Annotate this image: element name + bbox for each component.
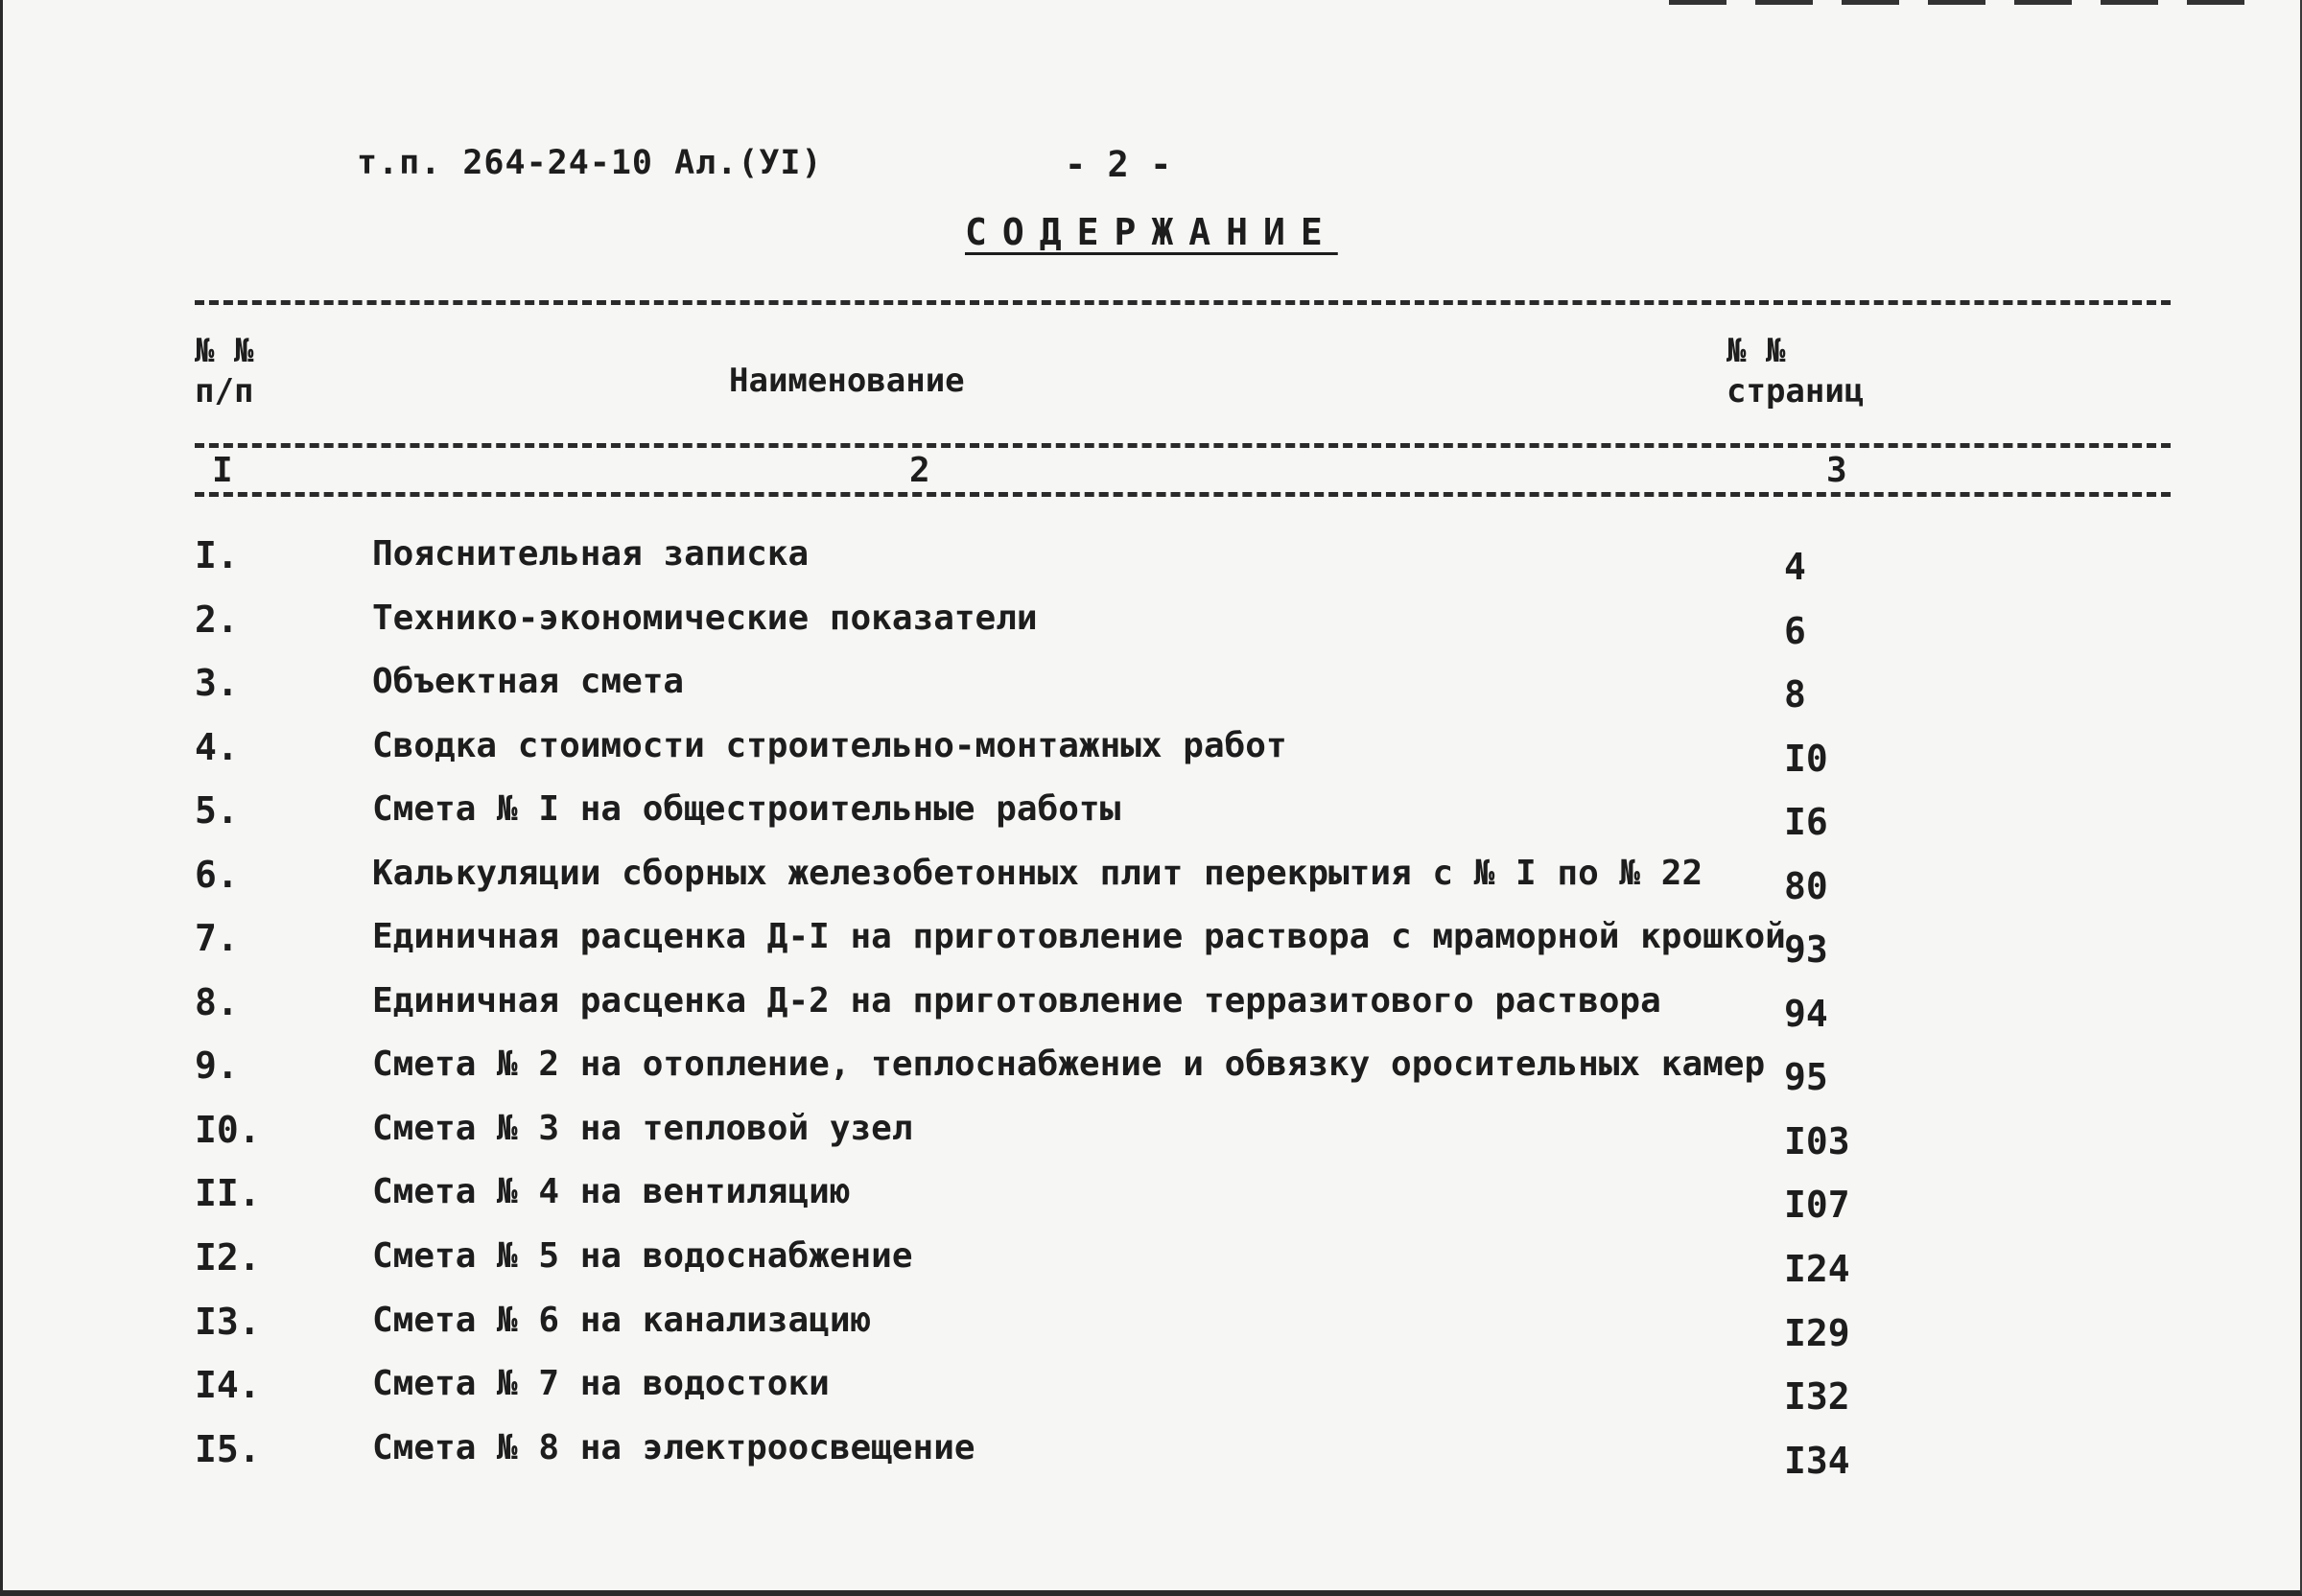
row-title: Пояснительная записка [372, 534, 810, 574]
column-header-name [729, 361, 965, 401]
row-page: I07 [1784, 1184, 1850, 1226]
row-title: Смета № 6 на канализацию [372, 1301, 872, 1340]
row-page: I29 [1784, 1312, 1850, 1354]
column-header-pages [1726, 331, 1864, 411]
table-row [0, 598, 2302, 662]
scan-artifact [1755, 0, 1813, 5]
row-page: I0 [1784, 738, 1828, 780]
row-number: I2. [195, 1236, 261, 1279]
page-title: СОДЕРЖАНИЕ [965, 211, 1338, 253]
row-number: II. [195, 1172, 261, 1214]
row-number: 3. [195, 662, 239, 704]
row-title: Смета № 7 на водостоки [372, 1364, 830, 1403]
row-title: Смета № 3 на тепловой узел [372, 1109, 913, 1148]
row-number: 8. [195, 981, 239, 1023]
table-row [0, 1044, 2302, 1108]
row-page: 95 [1784, 1056, 1828, 1098]
table-row [0, 854, 2302, 917]
column-number-1: I [206, 451, 239, 490]
row-page: I6 [1784, 801, 1828, 843]
column-numbers-rule [195, 492, 2171, 497]
row-page: 80 [1784, 865, 1828, 907]
table-row [0, 1172, 2302, 1235]
table-row [0, 1428, 2302, 1491]
row-number: 9. [195, 1044, 239, 1087]
row-title: Объектная смета [372, 662, 685, 701]
table-row [0, 981, 2302, 1044]
row-page: I32 [1784, 1375, 1850, 1418]
row-number: I4. [195, 1364, 261, 1406]
row-title: Сводка стоимости строительно-монтажных работ [372, 726, 1287, 765]
row-title: Технико-экономические показатели [372, 598, 1038, 638]
scan-artifact [1669, 0, 1726, 5]
row-title: Смета № 2 на отопление, теплоснабжение и обвязку оросительных камер [372, 1044, 1766, 1084]
row-number: I5. [195, 1428, 261, 1470]
row-title: Смета № I на общестроительные работы [372, 789, 1121, 829]
table-row [0, 662, 2302, 725]
row-page: 93 [1784, 928, 1828, 971]
row-number: I0. [195, 1109, 261, 1151]
row-number: 2. [195, 598, 239, 641]
row-number: 4. [195, 726, 239, 768]
scan-artifact [1928, 0, 1985, 5]
row-title: Смета № 5 на водоснабжение [372, 1236, 913, 1276]
table-row [0, 726, 2302, 789]
scan-artifact [2187, 0, 2244, 5]
row-number: I3. [195, 1301, 261, 1343]
scan-artifact [1842, 0, 1899, 5]
row-page: 4 [1784, 546, 1806, 588]
row-page: I24 [1784, 1248, 1850, 1290]
row-page: 6 [1784, 610, 1806, 652]
row-page: I03 [1784, 1120, 1850, 1162]
row-title: Единичная расценка Д-I на приготовление раствора с мраморной крошкой [372, 917, 1786, 956]
row-title: Калькуляции сборных железобетонных плит перекрытия с № I по № 22 [372, 854, 1703, 893]
column-header-name-label: Наименование [729, 362, 965, 400]
column-header-pages-top: № № [1726, 332, 1786, 370]
row-number: I. [195, 534, 239, 576]
row-title: Смета № 4 на вентиляцию [372, 1172, 851, 1211]
table-row [0, 1301, 2302, 1364]
column-number-2: 2 [904, 451, 936, 490]
row-number: 7. [195, 917, 239, 959]
table-row [0, 1109, 2302, 1172]
row-title: Единичная расценка Д-2 на приготовление терразитового раствора [372, 981, 1661, 1021]
table-row [0, 789, 2302, 853]
row-page: 94 [1784, 993, 1828, 1035]
column-header-number [195, 331, 253, 411]
row-title: Смета № 8 на электроосвещение [372, 1428, 975, 1467]
table-top-rule [195, 300, 2171, 305]
table-row [0, 1236, 2302, 1300]
document-code: т.п. 264-24-10 Ал.(УI) [357, 144, 823, 182]
column-number-3: 3 [1820, 451, 1853, 490]
column-header-number-bottom: п/п [195, 372, 254, 411]
row-number: 5. [195, 789, 239, 832]
column-header-number-top: № № [195, 332, 254, 370]
table-row [0, 1364, 2302, 1427]
row-page: 8 [1784, 673, 1806, 716]
header-bottom-rule [195, 443, 2171, 448]
page-number: - 2 - [1065, 144, 1172, 185]
column-header-pages-bottom: страниц [1726, 372, 1865, 411]
scan-artifact [2014, 0, 2072, 5]
table-row [0, 917, 2302, 980]
table-row [0, 534, 2302, 598]
row-page: I34 [1784, 1440, 1850, 1482]
scan-artifact [2101, 0, 2158, 5]
row-number: 6. [195, 854, 239, 896]
